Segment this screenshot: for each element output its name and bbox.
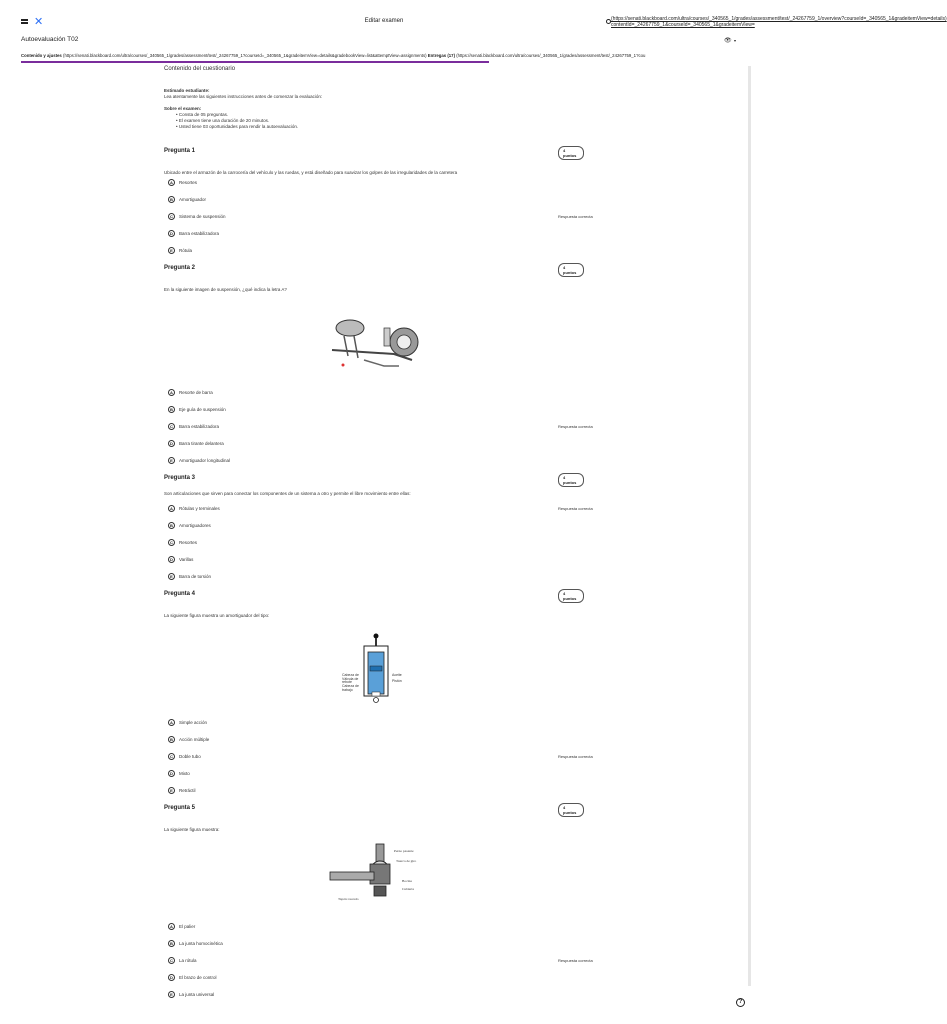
page-title: Editar examen — [364, 18, 404, 24]
answer-option[interactable] — [164, 753, 604, 770]
figure-shape — [336, 320, 364, 336]
points-badge[interactable]: 4 puntos — [558, 146, 584, 160]
option-letter: C — [168, 423, 175, 430]
option-label: Mixto — [179, 771, 190, 776]
figure-label: Bocina — [402, 879, 412, 883]
option-label: Varillas — [179, 557, 194, 562]
question-title: Pregunta 2 — [164, 265, 196, 271]
main-content — [164, 62, 744, 130]
points-badge[interactable]: 4 puntos — [558, 589, 584, 603]
option-letter: A — [168, 505, 175, 512]
figure-label: Pistón — [392, 679, 402, 683]
option-label: Resorte de barra — [179, 390, 213, 395]
figure-label: Cabeza de — [342, 684, 359, 688]
figure-shape — [374, 634, 379, 639]
option-label: Sistema de suspensión — [179, 214, 226, 219]
figure-shape — [384, 328, 390, 346]
option-label: Amortiguador longitudinal — [179, 458, 231, 463]
answer-option[interactable] — [164, 923, 604, 940]
figure-shape — [397, 335, 411, 349]
option-label: Doble tubo — [179, 754, 201, 759]
figure-shape — [370, 666, 382, 671]
ball-joint-figure — [324, 842, 424, 904]
option-letter: B — [168, 736, 175, 743]
answer-option[interactable] — [164, 457, 604, 474]
answer-option[interactable] — [164, 423, 604, 440]
option-letter: D — [168, 974, 175, 981]
figure-label: Cubierta — [402, 887, 415, 891]
top-bar — [0, 0, 947, 44]
option-label: Rótulas y terminales — [179, 506, 220, 511]
options-list — [164, 719, 604, 804]
answer-option[interactable] — [164, 974, 604, 991]
help-icon[interactable]: ? — [736, 998, 745, 1007]
answer-option[interactable] — [164, 522, 604, 539]
answer-option[interactable] — [164, 719, 604, 736]
option-letter: E — [168, 573, 175, 580]
figure-label: Aceite — [392, 673, 402, 677]
option-letter: D — [168, 440, 175, 447]
option-letter: B — [168, 940, 175, 947]
question-header — [164, 805, 584, 817]
answer-option[interactable] — [164, 505, 604, 522]
points-badge[interactable]: 4 puntos — [558, 473, 584, 487]
figure-shape — [372, 692, 380, 696]
answer-option[interactable] — [164, 736, 604, 753]
option-label: Amortiguadores — [179, 523, 211, 528]
option-letter: C — [168, 753, 175, 760]
option-label: Resortes — [179, 540, 198, 545]
figure-shape — [368, 652, 384, 694]
figure-label: Tapón roscado — [338, 897, 359, 901]
correct-answer-label: Respuesta correcta — [558, 214, 593, 219]
option-label: Amortiguador — [179, 197, 207, 202]
answer-option[interactable] — [164, 406, 604, 423]
option-label: El brazo de control — [179, 975, 217, 980]
answer-option[interactable] — [164, 196, 604, 213]
figure-label: Perno pasante — [394, 849, 414, 853]
option-letter: D — [168, 230, 175, 237]
eye-icon[interactable]: 👁 — [724, 38, 732, 44]
option-letter: C — [168, 957, 175, 964]
answer-option[interactable] — [164, 940, 604, 957]
option-label: Barra estabilizadora — [179, 424, 220, 429]
answer-option[interactable] — [164, 556, 604, 573]
points-badge[interactable]: 4 puntos — [558, 263, 584, 277]
tab-content-settings[interactable]: Contenido y ajustes (https://senati.blackboard.com/ultra/courses/_340565_1/grades/assessment/test/_24267759_1?courseId=_340565_1&gradeitemView=details&gradebookView=list&attemptView=assignments) — [21, 53, 427, 58]
option-letter: C — [168, 539, 175, 546]
figure-label: rebote — [342, 680, 352, 684]
answer-option[interactable] — [164, 440, 604, 457]
tab-bar — [21, 53, 768, 58]
option-letter: A — [168, 719, 175, 726]
figure-label: Válvula de — [342, 677, 359, 681]
section-title: Contenido del cuestionario — [164, 66, 236, 72]
question-header — [164, 148, 584, 160]
option-label: Resortes — [179, 180, 198, 185]
option-letter: A — [168, 389, 175, 396]
question-text: Ubicado entre el armazón de la carrocería del vehículo y las ruedas, y está diseñado para suavizar los golpes de las irregularidades de la carretera — [164, 170, 458, 175]
assessment-title: Autoevaluación T02 — [21, 36, 79, 43]
option-label: Eje guía de suspensión — [179, 407, 226, 412]
option-letter: B — [168, 196, 175, 203]
correct-answer-label: Respuesta correcta — [558, 754, 593, 759]
answer-option[interactable] — [164, 179, 604, 196]
question-header — [164, 475, 584, 487]
answer-option[interactable] — [164, 991, 604, 1008]
suspension-figure — [324, 310, 424, 376]
figure-shape — [374, 698, 379, 703]
question-title: Pregunta 3 — [164, 475, 196, 481]
answer-option[interactable] — [164, 573, 604, 590]
answer-option[interactable] — [164, 770, 604, 787]
option-label: El palier — [179, 924, 196, 929]
assessment-link[interactable]: (https://senati.blackboard.com/ultra/courses/_340565_1/grades/assessment/test/_24267759_1/overview?courseId=_340565_1&gradeitemView=details) contentId=_24267759_1&courseId=_340565_1&gradeitemView= — [611, 16, 947, 28]
points-badge[interactable]: 4 puntos — [558, 803, 584, 817]
options-list — [164, 179, 604, 264]
question-header — [164, 265, 584, 277]
question-text: En la siguiente imagen de suspensión, ¿qué indica la letra A? — [164, 287, 287, 292]
option-letter: B — [168, 522, 175, 529]
option-letter: A — [168, 179, 175, 186]
option-letter: A — [168, 923, 175, 930]
option-label: La junta universal — [179, 992, 215, 997]
shock-absorber-figure — [340, 632, 410, 704]
figure-shape — [364, 360, 399, 366]
option-label: Barra de torsión — [179, 574, 212, 579]
figure-shape — [330, 872, 374, 880]
option-letter: B — [168, 406, 175, 413]
question-text: Son articulaciones que sirven para conectar los componentes de un sistema a otro y permite el libre movimiento entre ellas: — [164, 491, 411, 496]
option-letter: D — [168, 556, 175, 563]
chevron-down-icon[interactable]: ▾ — [734, 38, 737, 43]
figure-label: Cabeza de — [342, 673, 359, 677]
question-text: La siguiente figura muestra: — [164, 827, 220, 832]
instructions: Estimado estudiante: Lea atentamente las siguientes instrucciones antes de comenzar la evaluación: Sobre el examen: • Consta de 05 preguntas. • El examen tiene una duración de 20 minutos. • Usted tiene 03 oportunidades para rendir la autoevaluación. — [164, 88, 323, 129]
question-2 — [164, 265, 584, 292]
correct-answer-label: Respuesta correcta — [558, 424, 593, 429]
answer-option[interactable] — [164, 787, 604, 804]
options-list — [164, 389, 604, 474]
question-4 — [164, 591, 584, 618]
answer-option[interactable] — [164, 213, 604, 230]
figure-label: trabajo — [342, 688, 353, 692]
question-1 — [164, 148, 584, 175]
option-letter: E — [168, 991, 175, 998]
option-label: Barra estabilizadora — [179, 231, 220, 236]
option-label: La junta homocinética — [179, 941, 223, 946]
option-letter: E — [168, 457, 175, 464]
scrollbar[interactable] — [748, 66, 751, 986]
option-letter: E — [168, 247, 175, 254]
question-5 — [164, 805, 584, 832]
correct-answer-label: Respuesta correcta — [558, 506, 593, 511]
option-label: Rótula — [179, 248, 193, 253]
option-label: La rótula — [179, 958, 197, 963]
question-title: Pregunta 5 — [164, 805, 196, 811]
question-header — [164, 591, 584, 603]
correct-answer-label: Respuesta correcta — [558, 958, 593, 963]
answer-option[interactable] — [164, 539, 604, 556]
figure-shape — [374, 886, 386, 896]
option-letter: D — [168, 770, 175, 777]
question-3 — [164, 475, 584, 496]
option-label: Simple acción — [179, 720, 208, 725]
figure-label: Tuerca de giro — [396, 859, 417, 863]
answer-option[interactable] — [164, 389, 604, 406]
close-icon[interactable]: ✕ — [34, 16, 44, 28]
answer-option[interactable] — [164, 957, 604, 974]
options-list — [164, 505, 604, 590]
question-title: Pregunta 1 — [164, 148, 196, 154]
option-label: Retráctil — [179, 788, 196, 793]
figure-shape — [342, 364, 345, 367]
options-list — [164, 923, 604, 1008]
option-letter: E — [168, 787, 175, 794]
option-label: Acción múltiple — [179, 737, 210, 742]
option-label: Barra tirante delantera — [179, 441, 224, 446]
figure-shape — [344, 336, 358, 358]
option-letter: C — [168, 213, 175, 220]
tab-submissions[interactable]: Entregas (17) (https://senati.blackboard.com/ultra/courses/_340565_1/grades/assessment/test/_24267759_1?cou — [427, 53, 646, 58]
answer-option[interactable] — [164, 247, 604, 264]
question-title: Pregunta 4 — [164, 591, 196, 597]
question-text: La siguiente figura muestra un amortiguador del tipo: — [164, 613, 270, 618]
answer-option[interactable] — [164, 230, 604, 247]
